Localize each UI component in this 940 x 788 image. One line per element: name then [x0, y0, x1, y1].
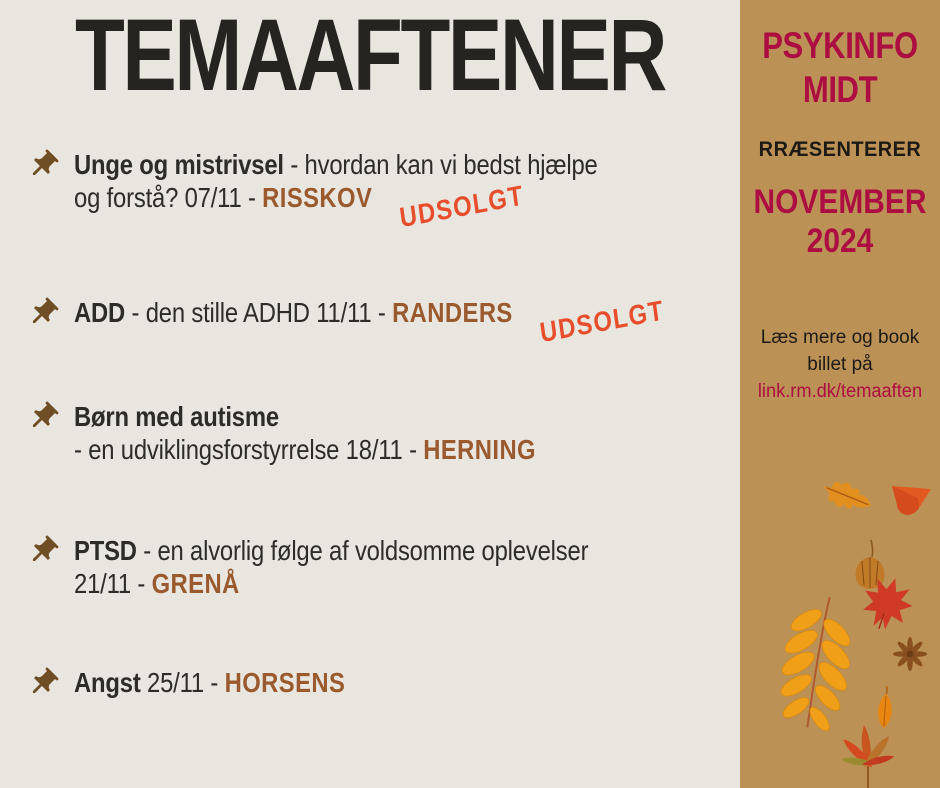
cta-line2: billet på [807, 354, 873, 375]
event-location: RANDERS [392, 297, 513, 328]
event-title: Unge og mistrivsel [74, 149, 284, 180]
event-text-line [74, 666, 345, 699]
sidebar [740, 0, 940, 788]
event-text [74, 400, 536, 466]
event-title: PTSD [74, 535, 137, 566]
event-description: - hvordan kan vi bedst hjælpe [283, 149, 598, 180]
event-description: 25/11 - [140, 667, 225, 698]
event-item [26, 534, 679, 600]
cta-link: link.rm.dk/temaaften [757, 381, 923, 402]
oak-leaf-icon [818, 475, 876, 518]
event-text [74, 666, 345, 699]
star-anise-icon [893, 637, 927, 671]
event-text-line [74, 567, 588, 600]
rowan-leaf-icon [770, 592, 862, 737]
month-heading [752, 183, 928, 261]
event-title: Børn med autisme [74, 401, 279, 432]
event-location: HORSENS [224, 667, 346, 698]
event-text-line [74, 148, 598, 181]
red-leaf-fragment-icon [892, 486, 931, 515]
pushpin-icon [26, 534, 60, 568]
event-text [74, 148, 598, 234]
event-location: HERNING [423, 434, 537, 465]
soldout-badge: UDSOLGT [397, 179, 526, 234]
presents-label: RRÆSENTERER [758, 138, 922, 161]
soldout-badge: UDSOLGT [538, 294, 667, 349]
small-orange-leaf-icon [877, 686, 893, 729]
event-text-line [74, 294, 667, 349]
pushpin-icon [26, 666, 60, 700]
brand-line1: PSYKINFO [762, 25, 918, 66]
event-item [26, 148, 690, 234]
event-description: og forstå? 07/11 - [74, 182, 263, 213]
event-title: Angst [74, 667, 141, 698]
month-line1: NOVEMBER [753, 183, 927, 221]
poster-title: TEMAAFTENER [74, 0, 666, 112]
event-location: RISSKOV [262, 182, 373, 213]
pushpin-icon [26, 296, 60, 330]
cta-text [740, 324, 940, 405]
event-item [26, 400, 618, 466]
pushpin-icon [26, 148, 60, 182]
event-text [74, 534, 588, 600]
event-text-line [74, 400, 536, 433]
brand-name [756, 24, 924, 112]
event-text-line [74, 534, 588, 567]
event-item [26, 294, 768, 349]
event-description: - en alvorlig følge af voldsomme oplevelser [136, 535, 589, 566]
month-line2: 2024 [806, 222, 874, 260]
event-description: - en udviklingsforstyrrelse 18/11 - [74, 434, 424, 465]
event-location: GRENÅ [151, 568, 240, 599]
pushpin-icon [26, 400, 60, 434]
event-description: - den stille ADHD 11/11 - [125, 297, 393, 328]
event-description: 21/11 - [74, 568, 152, 599]
event-text [74, 294, 667, 349]
physalis-husk-icon [856, 540, 885, 589]
event-text-line [74, 433, 536, 466]
brand-line2: MIDT [802, 69, 878, 110]
event-item [26, 666, 393, 700]
event-text-line [74, 179, 598, 234]
palmate-leaf-icon [841, 725, 895, 788]
event-title: ADD [74, 297, 126, 328]
cta-line1: Læs mere og book [760, 327, 920, 348]
autumn-leaves-decoration [740, 458, 940, 788]
